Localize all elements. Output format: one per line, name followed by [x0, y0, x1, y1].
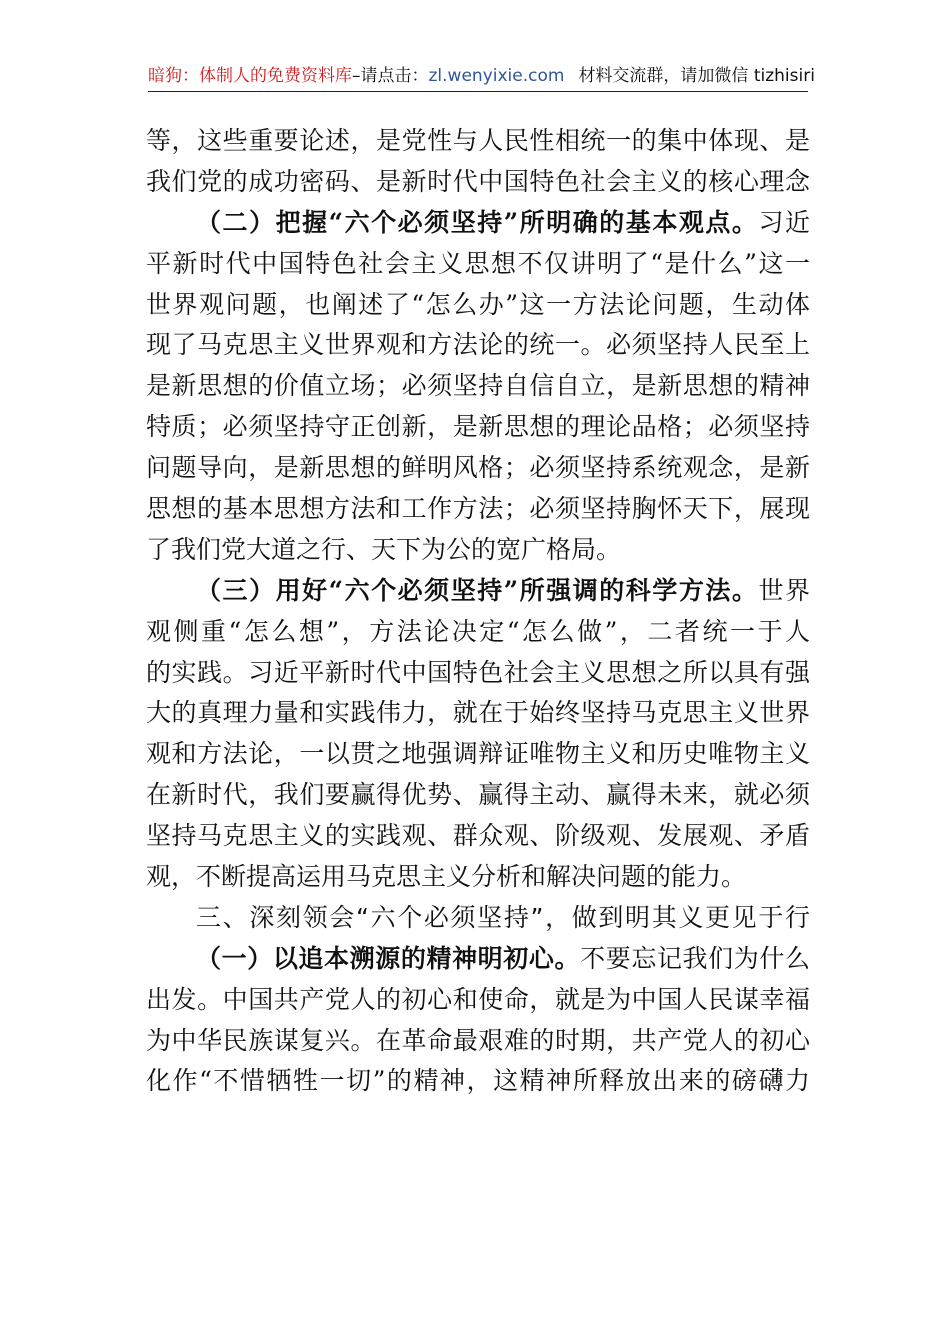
text-line: 出发。中国共产党人的初心和使命，就是为中国人民谋幸福: [146, 984, 810, 1014]
text-line: 观侧重“怎么想”，方法论决定“怎么做”，二者统一于人: [146, 616, 810, 646]
text-run: 习近: [758, 207, 810, 237]
subheading-text: （一）以追本溯源的精神明初心。: [196, 943, 581, 973]
header-group-note: 材料交流群，请加微信 tizhisiri: [578, 66, 815, 86]
header-prompt: –请点击：: [352, 66, 429, 86]
text-line: 观和方法论，一以贯之地强调辩证唯物主义和历史唯物主义: [146, 739, 810, 769]
text-line: 大的真理力量和实践伟力，就在于始终坚持马克思主义世界: [146, 698, 810, 728]
header-url-link[interactable]: zl.wenyixie.com: [428, 66, 565, 86]
text-line: 为中华民族谋复兴。在革命最艰难的时期，共产党人的初心: [146, 1025, 810, 1055]
text-line: 了我们党大道之行、天下为公的宽广格局。: [146, 534, 622, 564]
text-line: 平新时代中国特色社会主义思想不仅讲明了“是什么”这一: [146, 248, 810, 278]
text-line: 等，这些重要论述，是党性与人民性相统一的集中体现、是: [146, 126, 810, 155]
text-line: 坚持马克思主义的实践观、群众观、阶级观、发展观、矛盾: [146, 821, 810, 851]
text-line: 是新思想的价值立场；必须坚持自信自立，是新思想的精神: [146, 371, 810, 401]
section-heading-1: [146, 939, 810, 980]
text-line: 观，不断提高运用马克思主义分析和解决问题的能力。: [146, 862, 747, 892]
section-heading-3: [146, 571, 810, 612]
text-line: 在新时代，我们要赢得优势、赢得主动、赢得未来，就必须: [146, 780, 810, 810]
subheading-text: （二）把握“六个必须坚持”所明确的基本观点。: [196, 207, 759, 237]
text-line: 我们党的成功密码、是新时代中国特色社会主义的核心理念: [146, 166, 810, 196]
text-line: 问题导向，是新思想的鲜明风格；必须坚持系统观念，是新: [146, 453, 810, 483]
text-line: 化作“不惜牺牲一切”的精神，这精神所释放出来的磅礴力: [146, 1066, 810, 1096]
text-run: 世界: [758, 575, 810, 605]
text-line: 世界观问题，也阐述了“怎么办”这一方法论问题，生动体: [146, 289, 810, 319]
document-body: [146, 121, 810, 1102]
chapter-heading: 三、深刻领会“六个必须坚持”，做到明其义更见于行: [196, 902, 810, 932]
text-line: 的实践。习近平新时代中国特色社会主义思想之所以具有强: [146, 657, 810, 687]
text-line: 思想的基本思想方法和工作方法；必须坚持胸怀天下，展现: [146, 494, 810, 524]
page-header: [148, 64, 815, 92]
header-brand: 暗狗：体制人的免费资料库: [148, 66, 352, 86]
text-line: 现了马克思主义世界观和方法论的统一。必须坚持人民至上: [146, 330, 810, 360]
text-line: 特质；必须坚持守正创新，是新思想的理论品格；必须坚持: [146, 412, 810, 442]
subheading-text: （三）用好“六个必须坚持”所强调的科学方法。: [196, 575, 759, 605]
section-heading-2: [146, 203, 810, 244]
text-run: 不要忘记我们为什么: [580, 943, 810, 973]
